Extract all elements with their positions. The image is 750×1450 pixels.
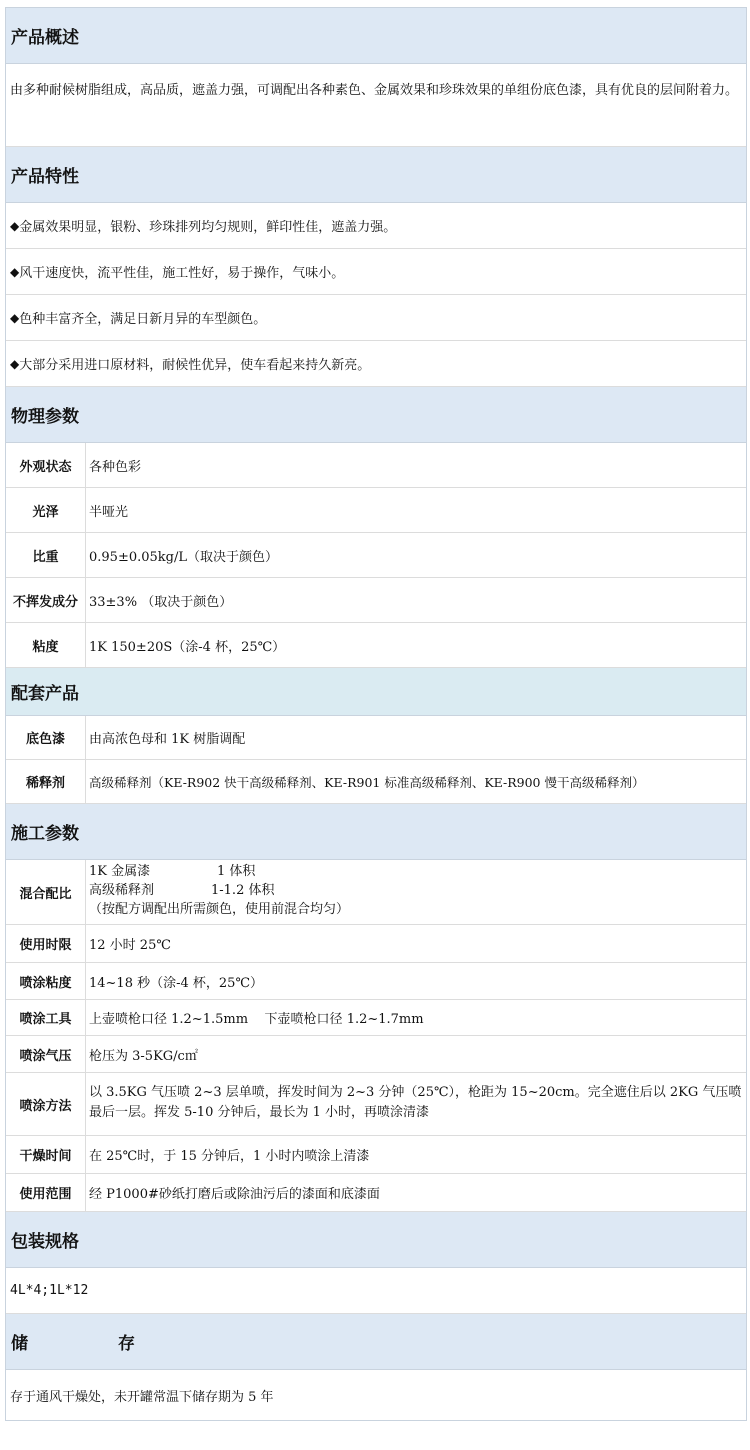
section-header-packaging: [6, 1212, 746, 1268]
table-row: [6, 1136, 746, 1174]
storage-value: 存于通风干燥处，未开罐常温下储存期为 5 年: [10, 1389, 274, 1405]
param-value: 经 P1000#砂纸打磨后或除油污后的漆面和底漆面: [89, 1187, 380, 1202]
param-label: 光泽: [6, 488, 86, 532]
param-label: 不挥发成分: [6, 578, 86, 622]
param-value: 0.95±0.05kg/L（取决于颜色）: [89, 549, 278, 565]
table-row: [6, 578, 746, 623]
param-label: 比重: [6, 533, 86, 577]
param-label: 粘度: [6, 623, 86, 667]
table-row: [6, 443, 746, 488]
param-value: 半哑光: [89, 504, 129, 520]
table-row: [6, 760, 746, 804]
param-label: 底色漆: [6, 716, 86, 759]
packaging-value: 4L*4;1L*12: [6, 1268, 746, 1314]
table-row: [6, 716, 746, 760]
param-label: 喷涂方法: [6, 1073, 86, 1135]
feature-item: [6, 341, 746, 387]
table-row: [6, 533, 746, 578]
feature-item: [6, 295, 746, 341]
mix-note: （按配方调配出所需颜色，使用前混合均匀）: [89, 902, 350, 917]
table-row: [6, 963, 746, 1000]
feature-text: 色种丰富齐全，满足日新月异的车型颜色。: [19, 312, 267, 327]
feature-text: 金属效果明显，银粉、珍珠排列均匀规则，鲜印性佳，遮盖力强。: [19, 220, 397, 235]
param-label: 稀释剂: [6, 760, 86, 803]
section-title: 储: [11, 1334, 28, 1354]
mix-item: 高级稀释剂: [89, 883, 155, 898]
section-header-overview: [6, 8, 746, 64]
diamond-bullet-icon: ◆: [10, 264, 20, 279]
mix-line: [89, 862, 746, 881]
section-title: 物理参数: [11, 407, 79, 427]
param-value: 各种色彩: [89, 459, 142, 475]
param-label: 使用时限: [6, 925, 86, 962]
section-title: 包装规格: [11, 1232, 79, 1252]
section-header-application: [6, 804, 746, 860]
table-row: [6, 1000, 746, 1036]
feature-text: 风干速度快，流平性佳，施工性好，易于操作，气味小。: [19, 266, 345, 281]
feature-item: [6, 249, 746, 295]
param-value: 由高浓色母和 1K 树脂调配: [89, 732, 246, 747]
param-value: 12 小时 25℃: [89, 938, 171, 953]
table-row: [6, 925, 746, 963]
param-label: 喷涂工具: [6, 1000, 86, 1035]
mix-ratio-value: [86, 860, 746, 924]
param-value: 以 3.5KG 气压喷 2~3 层单喷，挥发时间为 2~3 分钟（25℃），枪距为 15~20cm。完全遮住后以 2KG 气压喷最后一层。挥发 5-10 分钟后，最长为 1 小时，再喷涂清漆: [89, 1085, 742, 1120]
param-value: 枪压为 3-5KG/c㎡: [89, 1048, 198, 1064]
table-row: [6, 1073, 746, 1136]
section-title: 产品特性: [11, 167, 79, 187]
param-label: 混合配比: [6, 860, 86, 924]
section-title: 施工参数: [11, 824, 79, 844]
param-label: 使用范围: [6, 1174, 86, 1211]
overview-text: 由多种耐候树脂组成，高品质，遮盖力强，可调配出各种素色、金属效果和珍珠效果的单组份底色漆，具有优良的层间附着力。: [6, 64, 746, 147]
param-label: 外观状态: [6, 443, 86, 487]
table-row: [6, 1036, 746, 1073]
section-title: 产品概述: [11, 28, 79, 48]
param-value: 33±3% （取决于颜色）: [89, 594, 233, 610]
mix-item: 1K 金属漆: [89, 864, 151, 879]
diamond-bullet-icon: ◆: [10, 310, 20, 325]
table-row-mix: [6, 860, 746, 925]
mix-line: [89, 881, 746, 900]
diamond-bullet-icon: ◆: [10, 218, 20, 233]
section-header-physical: [6, 387, 746, 443]
param-value: 在 25℃时，于 15 分钟后，1 小时内喷涂上清漆: [89, 1149, 370, 1164]
section-header-storage: [6, 1314, 746, 1370]
param-value: 上壶喷枪口径 1.2~1.5mm 下壶喷枪口径 1.2~1.7mm: [89, 1012, 424, 1027]
param-value: 14~18 秒（涂-4 杯，25℃）: [89, 975, 263, 991]
param-label: 喷涂粘度: [6, 963, 86, 999]
param-label: 喷涂气压: [6, 1036, 86, 1072]
param-value: 高级稀释剂（KE-R902 快干高级稀释剂、KE-R901 标准高级稀释剂、KE-R900 慢干高级稀释剂）: [89, 774, 645, 790]
diamond-bullet-icon: ◆: [10, 356, 20, 371]
section-title: 存: [118, 1334, 135, 1354]
mix-volume: 1 体积: [217, 864, 256, 879]
param-label: 干燥时间: [6, 1136, 86, 1173]
section-header-matching: [6, 668, 746, 716]
section-title: 配套产品: [11, 684, 79, 704]
table-row: [6, 623, 746, 668]
table-row: [6, 1174, 746, 1212]
feature-text: 大部分采用进口原材料，耐候性优异，使车看起来持久新亮。: [19, 358, 371, 373]
mix-volume: 1-1.2 体积: [211, 883, 275, 898]
product-datasheet: [5, 7, 747, 1421]
feature-item: [6, 203, 746, 249]
param-value: 1K 150±20S（涂-4 杯，25℃）: [89, 639, 286, 655]
section-header-features: [6, 147, 746, 203]
table-row: [6, 488, 746, 533]
